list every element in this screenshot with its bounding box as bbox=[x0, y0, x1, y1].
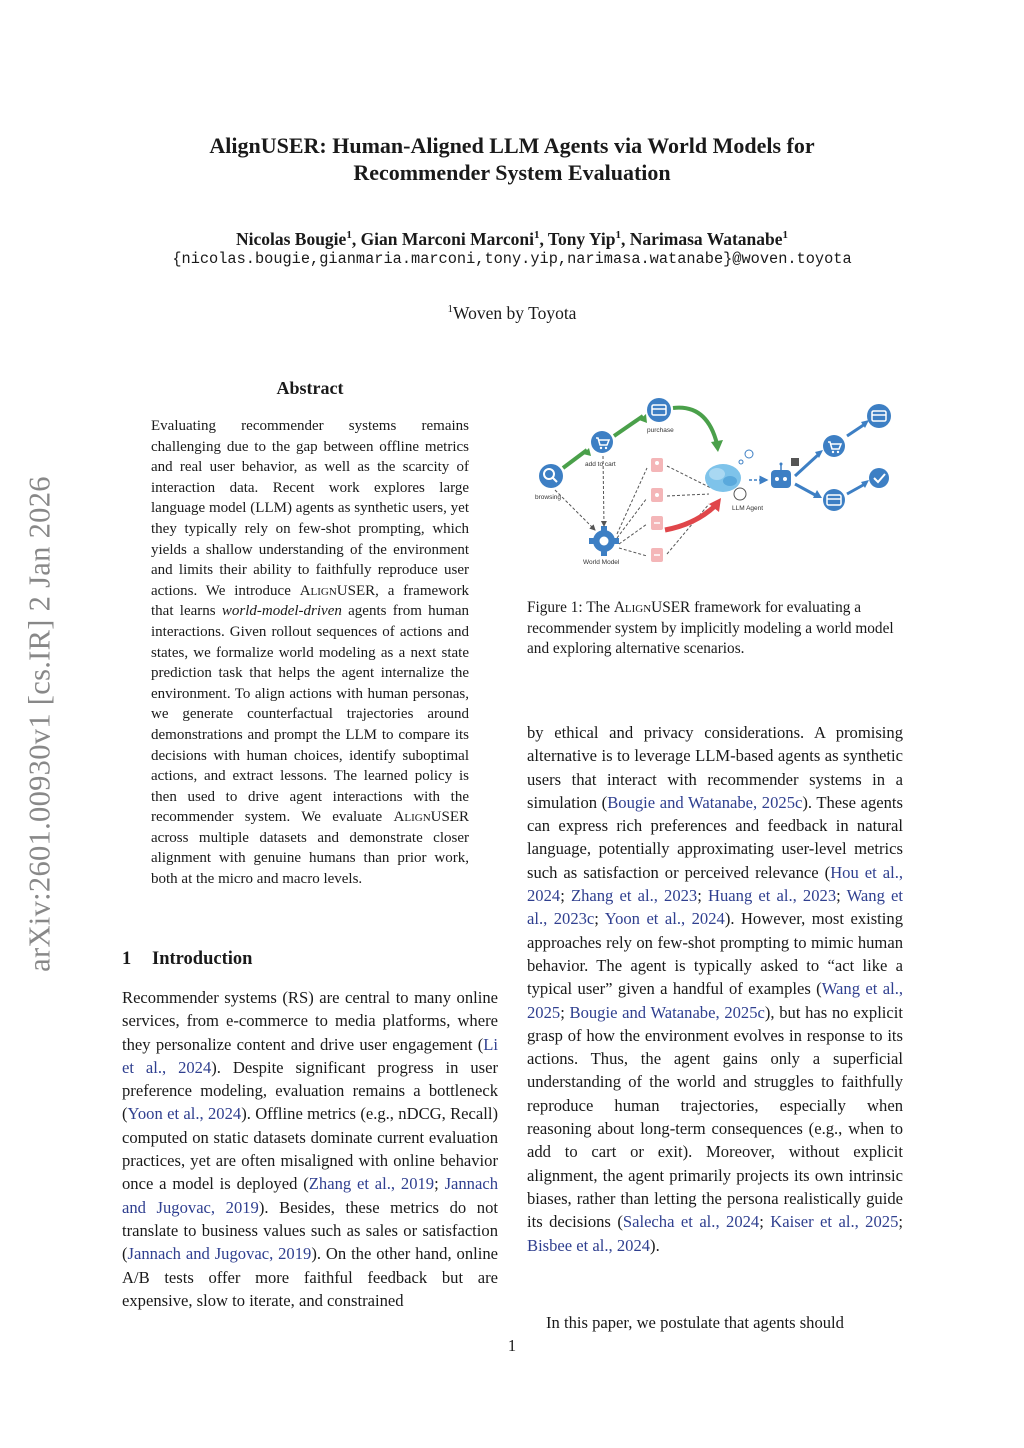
blue-arrow-card-to-check bbox=[847, 484, 865, 494]
purchase-circle bbox=[647, 398, 671, 422]
section-title: Introduction bbox=[152, 949, 253, 969]
alternative-option-exit bbox=[651, 516, 663, 530]
add-to-cart-node bbox=[585, 431, 616, 468]
citation-link[interactable]: Huang et al., 2023 bbox=[708, 886, 837, 906]
framework-name: AlignUSER bbox=[613, 599, 691, 616]
alternative-option-cart bbox=[651, 488, 663, 502]
citation-link[interactable]: Jannach and Jugovac, 2019 bbox=[122, 1174, 499, 1217]
dashed-arrow bbox=[619, 524, 647, 544]
blue-arrow-cart-to-card bbox=[847, 424, 865, 436]
title-line-1: AlignUSER: Human-Aligned LLM Agents via World Models for bbox=[209, 133, 815, 158]
thought-bubble-small bbox=[739, 460, 743, 464]
dashed-arrow bbox=[617, 498, 647, 538]
citation-link[interactable]: Zhang et al., 2023 bbox=[570, 886, 698, 906]
citation-link[interactable]: Jannach and Jugovac, 2019 bbox=[127, 1244, 312, 1264]
world-model-label: World Model bbox=[583, 559, 620, 566]
framework-diagram-svg bbox=[527, 384, 903, 584]
author-separator: , bbox=[539, 228, 548, 249]
alternative-option-exit-2 bbox=[651, 548, 663, 562]
chip-icon bbox=[791, 458, 799, 466]
agent-badge bbox=[734, 488, 746, 500]
figure-1-diagram bbox=[527, 384, 903, 584]
affiliation-mark: 1 bbox=[447, 303, 454, 315]
alternative-option-tag bbox=[651, 458, 663, 472]
green-arrow-browse-to-cart bbox=[563, 450, 587, 468]
card-result-node bbox=[867, 404, 891, 428]
author-separator: , bbox=[351, 228, 361, 249]
thought-bubble bbox=[745, 450, 753, 458]
abstract-heading: Abstract bbox=[276, 378, 344, 398]
page-number: 1 bbox=[507, 1336, 517, 1355]
citation-link[interactable]: Zhang et al., 2019 bbox=[308, 1174, 435, 1194]
green-arrow-purchase-to-agent bbox=[673, 408, 717, 444]
section-number: 1 bbox=[122, 949, 132, 969]
author-name: Tony Yip bbox=[547, 228, 616, 249]
arxiv-identifier-stamp: arXiv:2601.00930v1 [cs.IR] 2 Jan 2026 bbox=[22, 476, 57, 972]
citation-link[interactable]: Bougie and Watanabe, 2025c bbox=[607, 792, 803, 812]
author-affiliation-mark: 1 bbox=[346, 229, 352, 241]
robot-icon bbox=[771, 463, 791, 489]
dashed-arrow bbox=[667, 494, 709, 496]
author-affiliation-mark: 1 bbox=[782, 229, 789, 241]
citation-link[interactable]: Wang et al., 2025 bbox=[527, 979, 904, 1022]
browsing-node bbox=[535, 464, 563, 501]
dashed-arrow bbox=[667, 466, 711, 488]
dashed-arrow bbox=[619, 548, 647, 556]
introduction-heading bbox=[122, 949, 502, 970]
citation-link[interactable]: Kaiser et al., 2025 bbox=[770, 1212, 899, 1232]
author-emails: {nicolas.bougie,gianmaria.marconi,tony.yip,narimasa.watanabe}@woven.toyota bbox=[172, 250, 852, 268]
dashed-arrow bbox=[617, 468, 647, 534]
browsing-label: browsing bbox=[535, 494, 562, 501]
llm-agent-label: LLM Agent bbox=[732, 505, 764, 512]
browsing-circle bbox=[539, 464, 563, 488]
card-result-node-2 bbox=[823, 489, 845, 511]
purchase-node bbox=[647, 398, 674, 434]
framework-name: AlignUSER bbox=[299, 582, 376, 599]
author-separator: , bbox=[620, 228, 630, 249]
cart-result-node bbox=[823, 435, 845, 457]
check-result-node bbox=[869, 468, 889, 488]
citation-link[interactable]: Wang et al., 2023c bbox=[527, 886, 904, 929]
brain-icon bbox=[705, 464, 741, 492]
author-name: Narimasa Watanabe bbox=[629, 228, 783, 249]
emphasized-text: world-model-driven bbox=[221, 603, 342, 620]
body-paragraph: by ethical and privacy considerations. A promising alternative is to leverage LLM-based agents as synthetic users that interact with recommender systems in a simulation (Bougie and Watanabe, 2025c). These agents can express rich preferences and feedback in natural language, potentially approximating user-level metrics such as satisfaction or perceived relevance (Hou et al., 2024; Zhang et al., 2023; Huang et al., 2023; Wang et al., 2023c; Yoon et al., 2024). However, most existing approaches rely on few-shot prompting to mimic human behavior. The agent is typically asked to “act like a typical user” given a handful of examples (Wang et al., 2025; Bougie and Watanabe, 2025c), but has no explicit grasp of how the environment evolves in response to its actions. Thus, the agent gains only a superficial understanding of the world and struggles to faithfully reproduce human trajectories, especially when reasoning about long-term consequences (e.g., when to add to cart or exit). Moreover, without explicit alignment, the agent primarily projects its own intrinsic biases, rather than letting the persona realistically guide its decisions (Salecha et al., 2024; Kaiser et al., 2025; Bisbee et al., 2024). bbox=[527, 723, 904, 1255]
paper-title bbox=[120, 132, 904, 186]
citation-link[interactable]: Salecha et al., 2024 bbox=[622, 1212, 760, 1232]
author-name: Gian Marconi Marconi bbox=[360, 228, 534, 249]
author-list bbox=[120, 224, 904, 250]
citation-link[interactable]: Yoon et al., 2024 bbox=[127, 1104, 242, 1124]
add-to-cart-label: add to cart bbox=[585, 461, 616, 468]
gear-icon bbox=[589, 526, 619, 556]
green-arrow-cart-to-purchase bbox=[614, 416, 643, 436]
citation-link[interactable]: Yoon et al., 2024 bbox=[604, 909, 725, 929]
author-affiliation-mark: 1 bbox=[615, 229, 621, 241]
affiliation-name: Woven by Toyota bbox=[453, 302, 577, 323]
author-affiliation-mark: 1 bbox=[533, 229, 540, 241]
figure-1-caption: Figure 1: The AlignUSER framework for evaluating a recommender system by implicitly modeling a world model and exploring alternative scenarios. bbox=[527, 599, 894, 657]
author-name: Nicolas Bougie bbox=[235, 228, 347, 249]
blue-arrow-down bbox=[795, 484, 817, 496]
title-line-2: Recommender System Evaluation bbox=[353, 160, 671, 185]
purchase-label: purchase bbox=[647, 427, 674, 434]
affiliation bbox=[120, 297, 904, 325]
citation-link[interactable]: Bougie and Watanabe, 2025c bbox=[569, 1002, 765, 1022]
introduction-paragraph: Recommender systems (RS) are central to many online services, from e-commerce to media platforms, where they personalize content and drive user engagement (Li et al., 2024). Despite significant progress in user preference modeling, evaluation remains a bottleneck (Yoon et al., 2024). Offline metrics (e.g., nDCG, Recall) computed on static datasets dominate current evaluation practices, yet are often misaligned with online behavior once a model is deployed (Zhang et al., 2019; Jannach and Jugovac, 2019). Besides, these metrics do not translate to business values such as sales or satisfaction (Jannach and Jugovac, 2019). On the other hand, online A/B tests offer more faithful feedback but are expensive, slow to iterate, and constrained bbox=[122, 988, 499, 1310]
citation-link[interactable]: Hou et al., 2024 bbox=[527, 862, 904, 906]
citation-link[interactable]: Li et al., 2024 bbox=[122, 1034, 498, 1077]
world-model-node bbox=[583, 526, 620, 566]
cart-circle bbox=[591, 431, 613, 453]
abstract-body: Evaluating recommender systems remains challenging due to the gap between offline metrics and real user behavior, as well as the scarcity of interaction data. Recent work explores large language model (LLM) agents as synthetic users, yet they typically rely on few-shot prompting, which yields a shallow understanding of the environment and limits their ability to faithfully reproduce user actions. We introduce AlignUSER, a framework that learns world-model-driven agents from human interactions. Given rollout sequences of actions and states, we formalize world modeling as a next state prediction task that helps the agent internalize the environment. To align actions with human personas, we generate counterfactual trajectories around demonstrations and prompt the LLM to compare its decisions with human choices, identify suboptimal actions, and extract lessons. The learned policy is then used to drive agent interactions with the recommender system. We evaluate AlignUSER across multiple datasets and demonstrate closer alignment with genuine humans than prior work, both at the micro and macro levels. bbox=[151, 418, 469, 888]
body-paragraph-continued: In this paper, we postulate that agents should bbox=[546, 1313, 844, 1332]
framework-name: AlignUSER bbox=[393, 809, 469, 826]
citation-link[interactable]: Bisbee et al., 2024 bbox=[527, 1235, 651, 1255]
